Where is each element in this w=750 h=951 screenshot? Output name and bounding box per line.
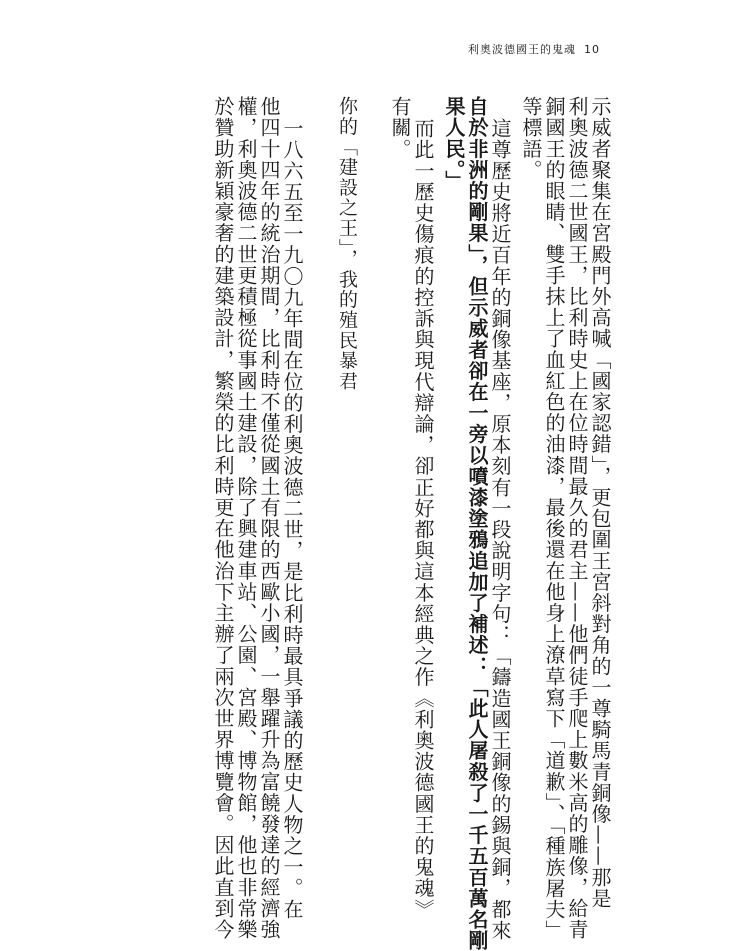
text-line-7: 果人民。」 [442, 96, 466, 192]
page-number: 10 [584, 43, 600, 56]
text-line-13: 於贊助新穎豪奢的建築設計，繁榮的比利時更在他治下主辦了兩次世界博覽會。因此直到今 [211, 96, 235, 940]
text-line-3: 銅國王的眼睛、雙手抹上了血紅色的油漆，最後還在他身上潦草寫下「道歉」、「種族屠夫」 [542, 96, 566, 942]
text-line-4: 等標語。 [519, 96, 543, 181]
text-line-1: 示威者聚集在宮殿門外高喊「國家認錯」，更包圍王宮斜對角的一尊騎馬青銅像——那是 [588, 96, 612, 909]
text-line-11: 他四十四年的統治期間，比利時不僅從國土有限的西歐小國，一舉躍升為富饒發達的經濟強 [257, 96, 281, 940]
section-heading: 你的「建設之王」，我的殖民暴君 [336, 96, 358, 391]
text-line-10: 一八六五至一九〇九年間在位的利奧波德二世，是比利時最具爭議的歷史人物之一。在 [280, 118, 304, 920]
text-line-9: 有關。 [388, 96, 412, 160]
running-title: 利奧波德國王的鬼魂 [468, 43, 576, 56]
text-line-2: 利奧波德二世國王，比利時史上在位時間最久的君主——他們徒手爬上數米高的雕像，給青 [565, 96, 589, 940]
text-line-5: 這尊歷史將近百年的銅像基座，原本刻有一段說明字句：「鑄造國王銅像的錫與銅，都來 [488, 118, 512, 941]
running-header [468, 41, 600, 57]
text-line-6: 自於非洲的剛果」，但示威者卻在一旁以噴漆塗鴉追加了補述：「此人屠殺了一千五百萬名剛 [465, 96, 489, 951]
text-line-8: 而此一歷史傷痕的控訴與現代辯論，卻正好都與這本經典之作《利奧波德國王的鬼魂》 [411, 118, 435, 920]
text-line-12: 權，利奧波德二世更積極從事國土建設，除了興建車站、公園、宮殿、博物館，他也非常樂 [234, 96, 258, 940]
